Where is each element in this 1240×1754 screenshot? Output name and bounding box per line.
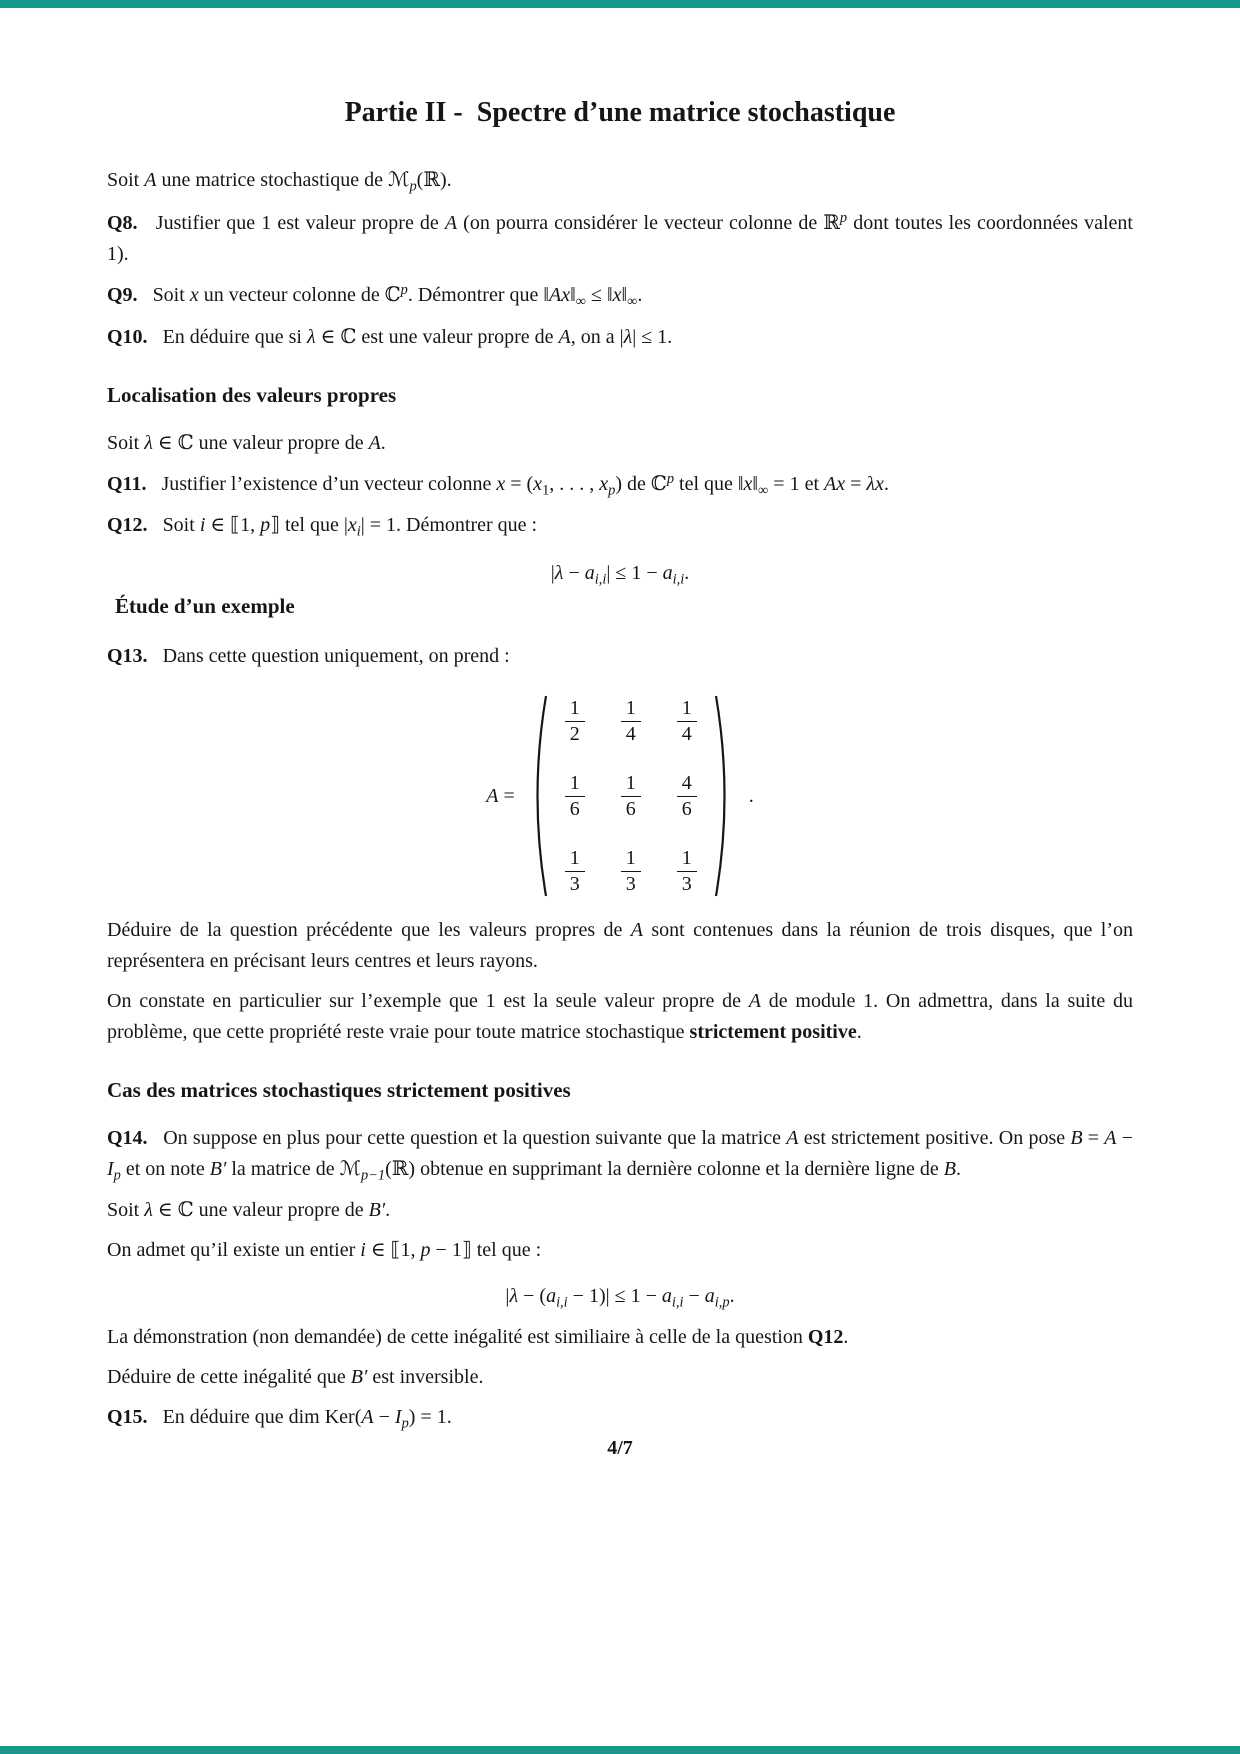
paragraph-demonstration: La démonstration (non demandée) de cette inégalité est similiaire à celle de la question Q12. [107,1325,849,1348]
question-q15: Q15. En déduire que dim $Ker(A - I_p) = 1$. [107,1405,452,1432]
matrix-cell [677,846,697,897]
fraction-denominator: 6 [565,796,585,822]
paragraph-admet: On admet qu’il existe un entier i ∈ ⟦1, p − 1⟧ tel que : [107,1239,542,1262]
page-bottom-border [0,1746,1240,1754]
section-heading-cas: Cas des matrices stochastiques strictement positives [107,1077,571,1102]
fraction-denominator: 6 [677,796,697,822]
fraction-denominator: 6 [621,796,641,822]
fraction-numerator: 1 [569,696,580,719]
fraction-numerator: 1 [625,696,636,719]
question-q14: Q14. On suppose en plus pour cette question et la question suivante que la matrice A est strictement positive. On pose $B = A - I_p$ et on note B′ la matrice de ℳ$_{p-1}$(ℝ) obtenue en supprimant la dernière colonne et la dernière ligne de B. [107,1126,1134,1183]
page-title: Partie II - Spectre d’une matrice stochastique [344,97,896,128]
matrix-suffix: . [748,784,754,807]
question-q13: Q13. Dans cette question uniquement, on prend : [107,644,510,667]
paragraph-deduire-inversible: Déduire de cette inégalité que B′ est inversible. [107,1365,484,1388]
fraction-numerator: 4 [681,771,692,794]
section-heading-etude: Étude d’un exemple [115,593,295,618]
matrix-right-paren [713,692,737,900]
matrix-lhs: A = [486,784,515,807]
fraction-denominator: 3 [677,871,697,897]
paragraph-soit-lambda-B: Soit λ ∈ ℂ une valeur propre de B′. [107,1199,391,1222]
matrix-left-paren [525,692,549,900]
fraction-numerator: 1 [569,771,580,794]
formula-q14: $|\lambda - (a_{i,i} - 1)| \le 1 - a_{i,i} - a_{i,p}$. [505,1285,735,1311]
fraction-denominator: 4 [621,721,641,747]
matrix-grid [559,692,703,901]
matrix-cell [621,771,641,822]
page-number: 4/7 [607,1437,633,1459]
question-q12: Q12. Soit i ∈ ⟦1, p⟧ tel que $|x_i| = 1$. Démontrer que : [107,514,538,540]
matrix-equation [107,692,1133,901]
matrix-cell [677,696,697,747]
paragraph-deduire-disques: Déduire de la question précédente que les valeurs propres de A sont contenues dans la réunion de trois disques, que l’on représentera en précisant leurs centres et leurs rayons. [107,918,1133,972]
question-q8: Q8. Justifier que 1 est valeur propre de A (on pourra considérer le vecteur colonne de ℝ$^p$ dont toutes les coordonnées valent 1). [107,209,1133,265]
question-q10: Q10. En déduire que si λ ∈ ℂ est une valeur propre de A, on a |λ| ≤ 1. [107,325,673,348]
intro-paragraph: Soit A une matrice stochastique de ℳ$_p$(ℝ). [107,169,452,195]
matrix-cell [621,696,641,747]
matrix-cell [677,771,697,822]
question-q9: Q9. Soit x un vecteur colonne de ℂ$^p$. Démontrer que $‖Ax‖_\infty$ ≤ $‖x‖_\infty$. [107,281,643,310]
document-page [107,0,1133,1443]
fraction-numerator: 1 [681,846,692,869]
fraction-denominator: 4 [677,721,697,747]
formula-q12: $|\lambda - a_{i,i}| \le 1 - a_{i,i}$. [550,562,690,588]
paragraph-soit-lambda-A: Soit λ ∈ ℂ une valeur propre de A. [107,431,386,454]
fraction-numerator: 1 [569,846,580,869]
matrix-cell [621,846,641,897]
matrix-cell [565,771,585,822]
fraction-denominator: 3 [565,871,585,897]
fraction-numerator: 1 [625,846,636,869]
matrix-cell [565,696,585,747]
fraction-numerator: 1 [681,696,692,719]
fraction-denominator: 2 [565,721,585,747]
fraction-denominator: 3 [621,871,641,897]
fraction-numerator: 1 [625,771,636,794]
question-q11: Q11. Justifier l’existence d’un vecteur colonne $x = (x_1$, . . . , $x_p$) de ℂ$^p$ tel que $‖x‖_\infty = 1$ et Ax = λx. [107,470,889,499]
paragraph-module-1: On constate en particulier sur l’exemple que 1 est la seule valeur propre de A de module 1. On admettra, dans la suite du problème, que cette propriété reste vraie pour toute matrice stochastique strictement positive. [107,989,1133,1043]
section-heading-localisation: Localisation des valeurs propres [107,382,397,407]
matrix-cell [565,846,585,897]
